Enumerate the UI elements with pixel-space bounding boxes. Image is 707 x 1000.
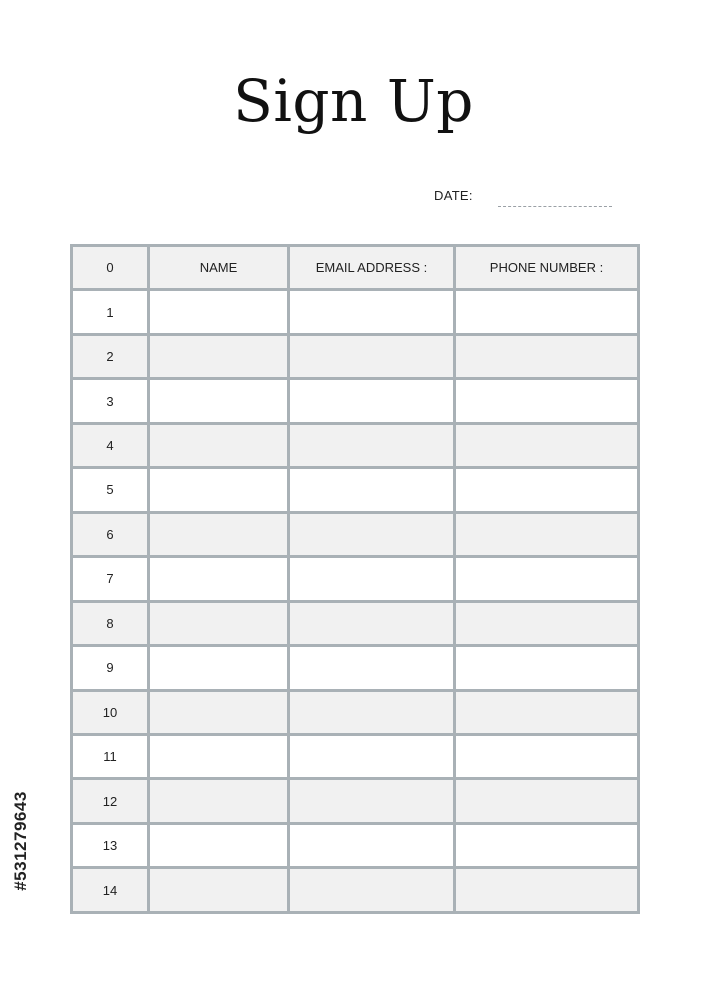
row-number-cell: 1	[72, 290, 149, 334]
email-cell[interactable]	[289, 423, 455, 467]
row-number-cell: 13	[72, 823, 149, 867]
email-cell[interactable]	[289, 823, 455, 867]
row-number-cell: 14	[72, 868, 149, 913]
phone-cell[interactable]	[455, 823, 639, 867]
table-row	[72, 334, 639, 378]
phone-cell[interactable]	[455, 512, 639, 556]
phone-cell[interactable]	[455, 334, 639, 378]
header-number: 0	[72, 246, 149, 290]
name-cell[interactable]	[149, 734, 289, 778]
row-number-cell: 12	[72, 779, 149, 823]
row-number-cell: 6	[72, 512, 149, 556]
email-cell[interactable]	[289, 779, 455, 823]
email-cell[interactable]	[289, 646, 455, 690]
name-cell[interactable]	[149, 646, 289, 690]
email-cell[interactable]	[289, 734, 455, 778]
signup-table	[70, 244, 640, 914]
header-name: NAME	[149, 246, 289, 290]
date-field[interactable]	[498, 206, 612, 207]
phone-cell[interactable]	[455, 779, 639, 823]
name-cell[interactable]	[149, 601, 289, 645]
table-header-row	[72, 246, 639, 290]
phone-cell[interactable]	[455, 868, 639, 913]
email-cell[interactable]	[289, 868, 455, 913]
row-number-cell: 5	[72, 468, 149, 512]
row-number-cell: 8	[72, 601, 149, 645]
phone-cell[interactable]	[455, 734, 639, 778]
row-number-cell: 7	[72, 557, 149, 601]
name-cell[interactable]	[149, 379, 289, 423]
table-row	[72, 690, 639, 734]
table-row	[72, 601, 639, 645]
name-cell[interactable]	[149, 468, 289, 512]
email-cell[interactable]	[289, 690, 455, 734]
row-number-cell: 10	[72, 690, 149, 734]
table-row	[72, 557, 639, 601]
name-cell[interactable]	[149, 557, 289, 601]
email-cell[interactable]	[289, 601, 455, 645]
stock-id-watermark	[6, 766, 36, 916]
email-cell[interactable]	[289, 468, 455, 512]
table-row	[72, 468, 639, 512]
email-cell[interactable]	[289, 512, 455, 556]
name-cell[interactable]	[149, 823, 289, 867]
table-row	[72, 512, 639, 556]
header-email: EMAIL ADDRESS :	[289, 246, 455, 290]
email-cell[interactable]	[289, 379, 455, 423]
table-row	[72, 290, 639, 334]
table-row	[72, 379, 639, 423]
row-number-cell: 2	[72, 334, 149, 378]
table-row	[72, 646, 639, 690]
phone-cell[interactable]	[455, 646, 639, 690]
table-row	[72, 779, 639, 823]
name-cell[interactable]	[149, 290, 289, 334]
name-cell[interactable]	[149, 868, 289, 913]
email-cell[interactable]	[289, 557, 455, 601]
page-title: Sign Up	[233, 67, 474, 135]
phone-cell[interactable]	[455, 557, 639, 601]
name-cell[interactable]	[149, 779, 289, 823]
stock-id-text: #531279643	[11, 791, 31, 891]
email-cell[interactable]	[289, 334, 455, 378]
table-row	[72, 734, 639, 778]
row-number-cell: 4	[72, 423, 149, 467]
phone-cell[interactable]	[455, 690, 639, 734]
table-row	[72, 868, 639, 913]
date-label: DATE:	[434, 188, 473, 203]
phone-cell[interactable]	[455, 379, 639, 423]
name-cell[interactable]	[149, 512, 289, 556]
phone-cell[interactable]	[455, 601, 639, 645]
row-number-cell: 9	[72, 646, 149, 690]
header-phone: PHONE NUMBER :	[455, 246, 639, 290]
table-row	[72, 423, 639, 467]
row-number-cell: 3	[72, 379, 149, 423]
phone-cell[interactable]	[455, 290, 639, 334]
row-number-cell: 11	[72, 734, 149, 778]
phone-cell[interactable]	[455, 468, 639, 512]
name-cell[interactable]	[149, 690, 289, 734]
name-cell[interactable]	[149, 334, 289, 378]
phone-cell[interactable]	[455, 423, 639, 467]
table-row	[72, 823, 639, 867]
name-cell[interactable]	[149, 423, 289, 467]
email-cell[interactable]	[289, 290, 455, 334]
